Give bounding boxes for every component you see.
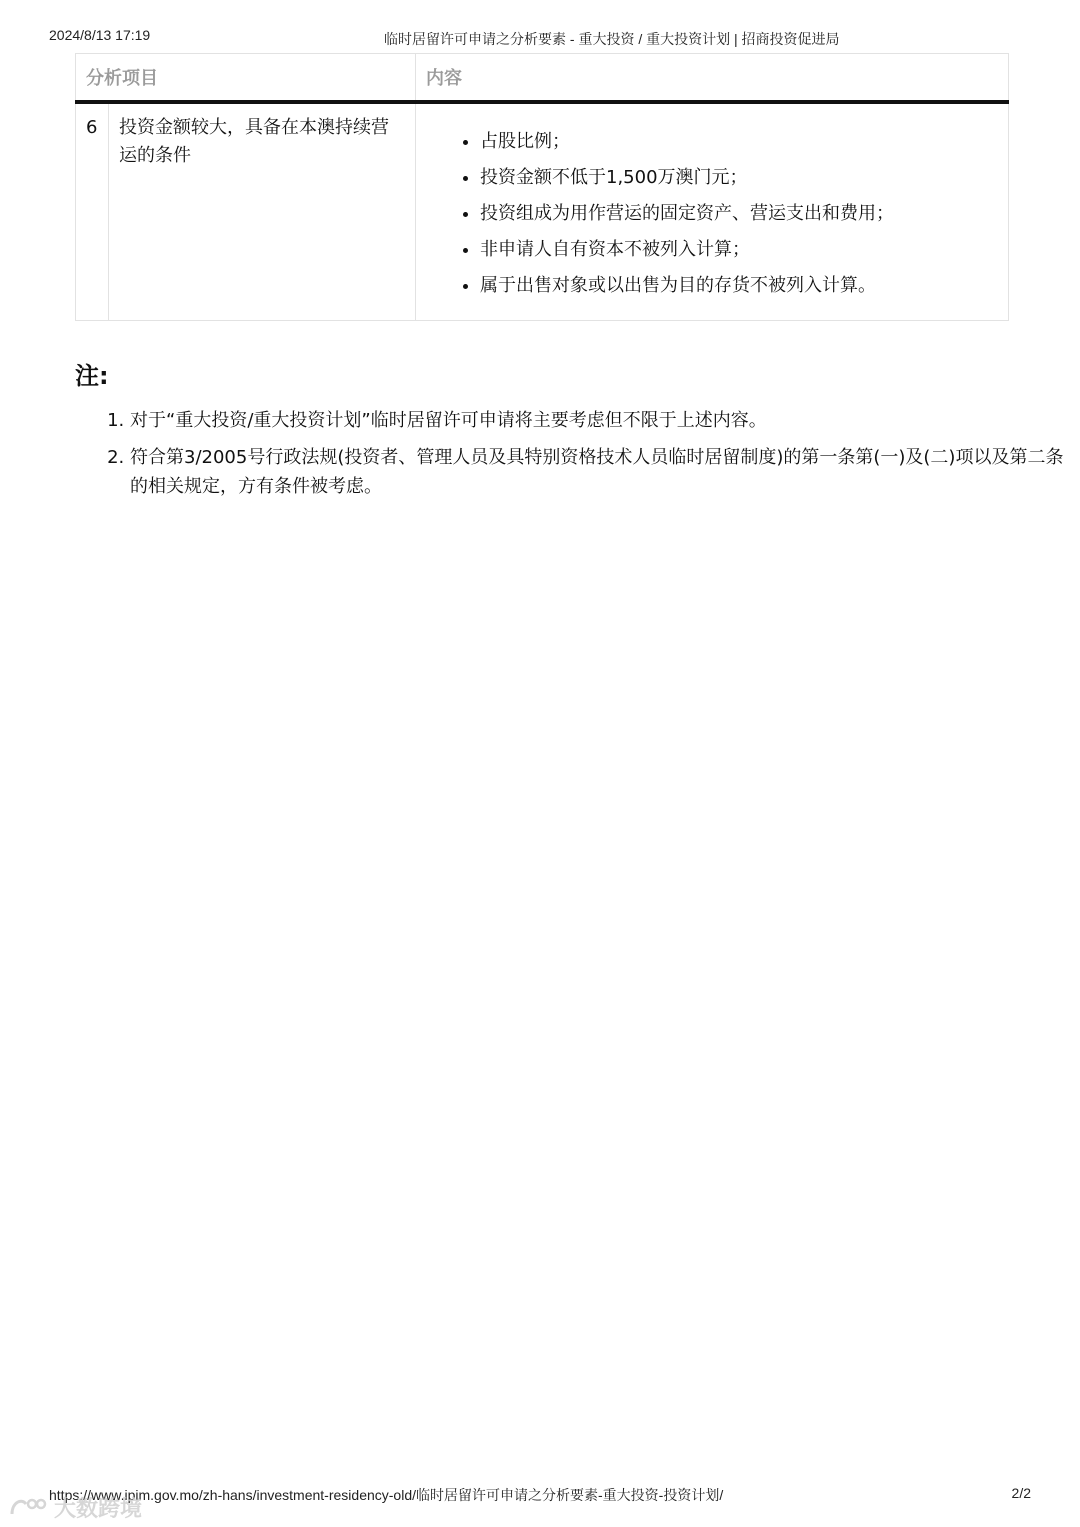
- list-item: • 属于出售对象或以出售为目的存货不被列入计算。: [480, 272, 998, 300]
- row-item: 投资金额较大，具备在本澳持续营运的条件: [109, 102, 416, 321]
- print-page-title: 临时居留许可申请之分析要素 - 重大投资 / 重大投资计划 | 招商投资促进局: [384, 31, 840, 47]
- header-analysis-item: 分析项目: [76, 54, 416, 103]
- row-content: [416, 102, 1009, 321]
- watermark-text: 大数跨境: [54, 1496, 143, 1522]
- row-number: 6: [76, 102, 109, 321]
- header-content: 内容: [416, 54, 1009, 103]
- brand-logo-icon: [8, 1494, 48, 1520]
- table-row: [76, 102, 1009, 321]
- table-header-row: [76, 54, 1009, 103]
- list-item: • 投资金额不低于1,500万澳门元；: [480, 164, 998, 192]
- list-item: • 投资组成为用作营运的固定资产、营运支出和费用；: [480, 200, 998, 228]
- note-item: 2. 符合第3/2005号行政法规(投资者、管理人员及具特别资格技术人员临时居留制度)的第一条第(一)及(二)项以及第二条的相关规定，方有条件被考虑。: [130, 443, 1070, 501]
- print-datetime: 2024/8/13 17:19: [49, 27, 151, 43]
- list-item: • 非申请人自有资本不被列入计算；: [480, 236, 998, 264]
- list-item: • 占股比例；: [480, 128, 998, 156]
- content-bullet-list: [426, 128, 998, 300]
- print-footer: [49, 1485, 1031, 1505]
- note-item: 1. 对于“重大投资/重大投资计划”临时居留许可申请将主要考虑但不限于上述内容。: [130, 406, 1070, 435]
- notes-list: [75, 406, 1070, 509]
- print-header: [49, 27, 1031, 47]
- analysis-table: [75, 53, 1009, 321]
- watermark: [8, 1493, 142, 1521]
- page-number: 2/2: [1011, 1485, 1031, 1501]
- print-url: https://www.ipim.gov.mo/zh-hans/investment-residency-old/临时居留许可申请之分析要素-重大投资-投资计划/: [49, 1487, 724, 1503]
- notes-heading: 注:: [75, 362, 109, 390]
